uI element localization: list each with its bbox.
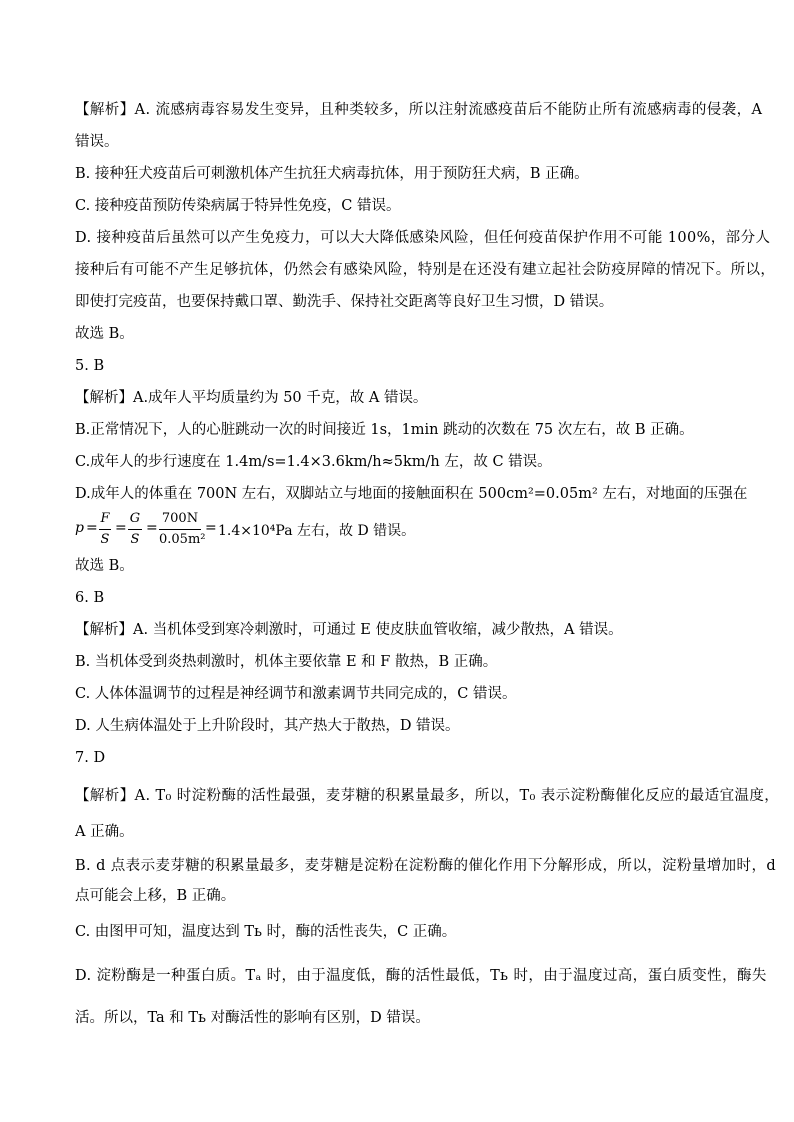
text-line: 即使打完疫苗，也要保持戴口罩、勤洗手、保持社交距离等良好卫生习惯，D 错误。 bbox=[75, 294, 614, 310]
fraction-700n-over-area: 700N 0.05m² bbox=[159, 511, 206, 547]
text-line: 【解析】A. 当机体受到寒冷刺激时，可通过 E 使皮肤血管收缩，减少散热，A 错误。 bbox=[75, 622, 623, 638]
text-line: C. 由图甲可知，温度达到 Tь 时，酶的活性丧失，C 正确。 bbox=[75, 924, 457, 940]
answer-number: 7. D bbox=[75, 750, 106, 766]
text-line: 接种后有可能不产生足够抗体，仍然会有感染风险，特别是在还没有建立起社会防疫屏障的情况下。所以， bbox=[75, 262, 776, 278]
text-line: B.正常情况下，人的心脏跳动一次的时间接近 1s，1min 跳动的次数在 75 次左右，故 B 正确。 bbox=[75, 422, 694, 438]
text-line: 【解析】A. 流感病毒容易发生变异，且种类较多，所以注射流感疫苗后不能防止所有流感病毒的侵袭，A bbox=[75, 102, 763, 118]
text-line: C. 接种疫苗预防传染病属于特异性免疫，C 错误。 bbox=[75, 198, 401, 214]
text-line: D. 淀粉酶是一种蛋白质。Tₐ 时，由于温度低，酶的活性最低，Tь 时，由于温度过高，蛋白质变性，酶失 bbox=[75, 968, 767, 984]
text-line: B. 接种狂犬疫苗后可刺激机体产生抗狂犬病毒抗体，用于预防狂犬病，B 正确。 bbox=[75, 166, 589, 182]
formula-result: 1.4×10⁴Pa 左右，故 D 错误。 bbox=[218, 523, 416, 539]
text-line: 【解析】A. T₀ 时淀粉酶的活性最强，麦芽糖的积累量最多，所以，T₀ 表示淀粉酶催化反应的最适宜温度， bbox=[75, 788, 780, 804]
text-line: C.成年人的步行速度在 1.4m/s=1.4×3.6km/h≈5km/h 左，故 C 错误。 bbox=[75, 454, 552, 470]
text-line: 点可能会上移，B 正确。 bbox=[75, 888, 236, 904]
formula-lhs: p bbox=[75, 520, 84, 536]
text-line: 故选 B。 bbox=[75, 558, 134, 574]
answer-number: 5. B bbox=[75, 358, 105, 374]
formula-equals: = bbox=[115, 520, 127, 536]
formula-equals: = bbox=[146, 520, 158, 536]
formula-equals: = bbox=[205, 520, 217, 536]
text-line: 【解析】A.成年人平均质量约为 50 千克，故 A 错误。 bbox=[75, 390, 428, 406]
fraction-g-over-s: G S bbox=[129, 511, 141, 547]
text-line: 活。所以，Ta 和 Tь 对酶活性的影响有区别，D 错误。 bbox=[75, 1010, 430, 1026]
text-line: D.成年人的体重在 700N 左右，双脚站立与地面的接触面积在 500cm²=0.05m² 左右，对地面的压强在 bbox=[75, 486, 748, 502]
formula-equals: = bbox=[86, 520, 98, 536]
text-line: A 正确。 bbox=[75, 824, 134, 840]
fraction-f-over-s: F S bbox=[100, 511, 110, 547]
text-line: 故选 B。 bbox=[75, 326, 134, 342]
text-line: C. 人体体温调节的过程是神经调节和激素调节共同完成的，C 错误。 bbox=[75, 686, 517, 702]
text-line: B. d 点表示麦芽糖的积累量最多，麦芽糖是淀粉在淀粉酶的催化作用下分解形成，所以，淀粉量增加时，d bbox=[75, 858, 777, 874]
text-line: D. 接种疫苗后虽然可以产生免疫力，可以大大降低感染风险，但任何疫苗保护作用不可能 100%，部分人 bbox=[75, 230, 771, 246]
text-line: D. 人生病体温处于上升阶段时，其产热大于散热，D 错误。 bbox=[75, 718, 460, 734]
text-line: B. 当机体受到炎热刺激时，机体主要依靠 E 和 F 散热，B 正确。 bbox=[75, 654, 498, 670]
text-line: 错误。 bbox=[75, 134, 119, 150]
answer-number: 6. B bbox=[75, 590, 105, 606]
